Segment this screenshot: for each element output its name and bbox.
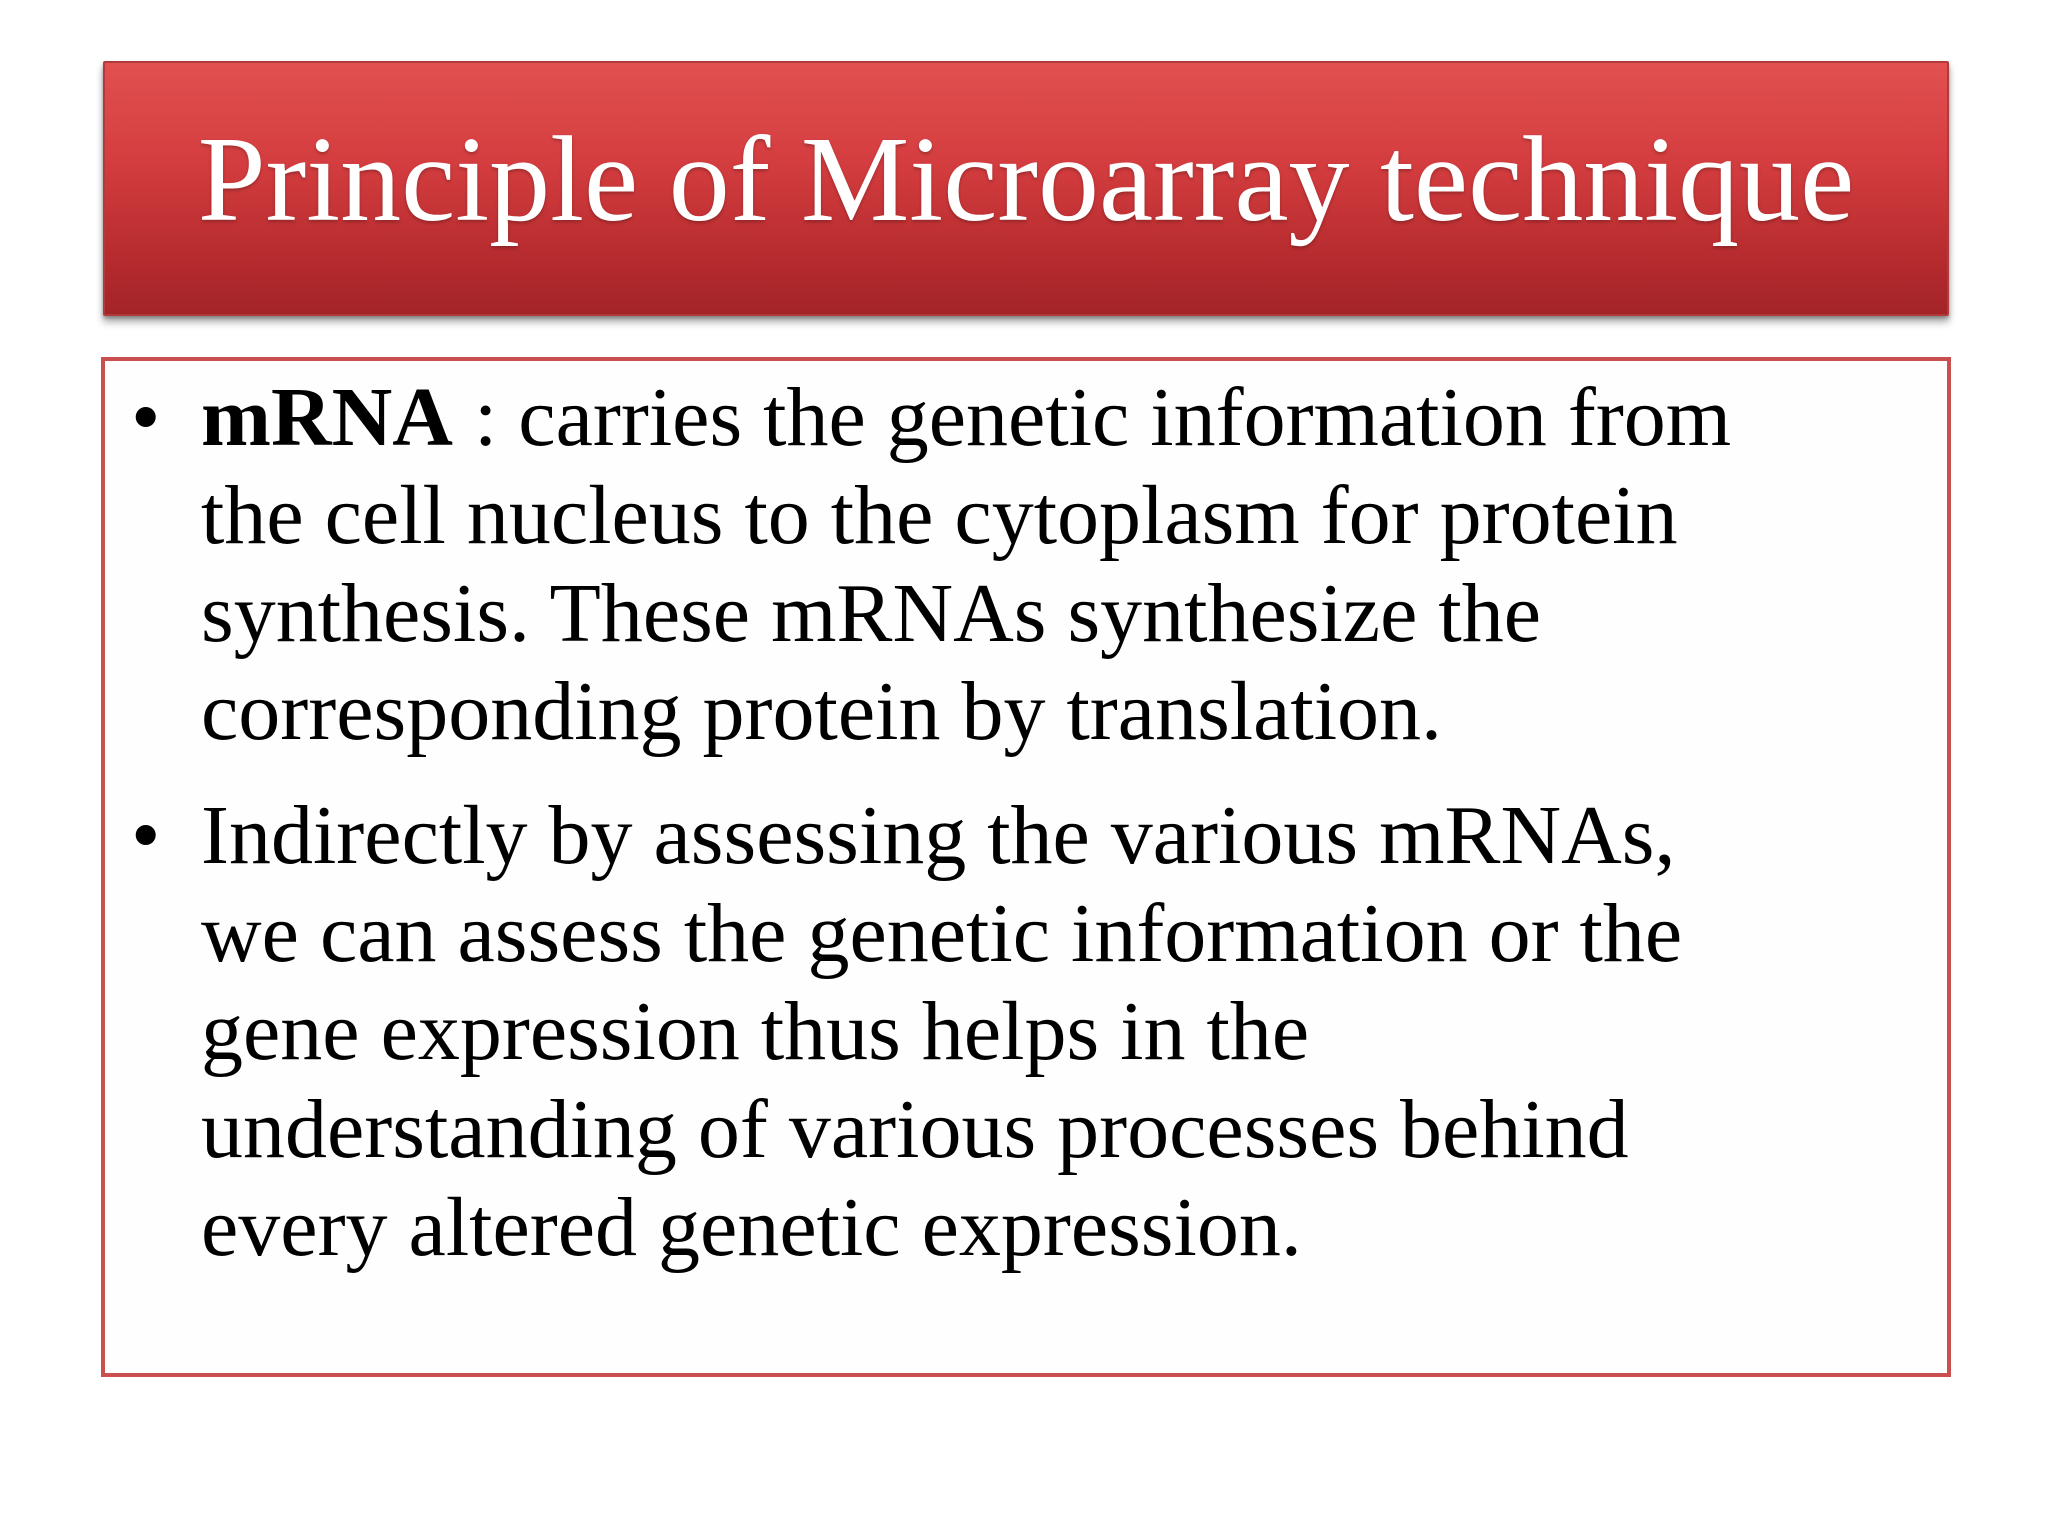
bullet-line: we can assess the genetic information or the [201,887,1683,980]
bullet-line [201,369,1921,467]
bullet-line: understanding of various processes behind [201,1083,1629,1176]
bullet-line: synthesis. These mRNAs synthesize the [201,567,1541,660]
bullet-icon: • [131,371,161,464]
bullet-text [201,369,1921,761]
bullet-icon: • [131,789,161,882]
bullet-line: corresponding protein by translation. [201,665,1443,758]
bullet-line: the cell nucleus to the cytoplasm for protein [201,469,1678,562]
bullet-line: every altered genetic expression. [201,1181,1302,1274]
slide-title: Principle of Microarray technique [197,111,1855,247]
content-box [101,357,1951,1377]
bullet-text [201,787,1921,1277]
bold-term: mRNA [201,371,453,464]
title-bar [103,61,1949,316]
bullet-line: gene expression thus helps in the [201,985,1310,1078]
bullet-line: Indirectly by assessing the various mRNAs, [201,789,1676,882]
bullet-line-text: : carries the genetic information from [452,371,1732,464]
